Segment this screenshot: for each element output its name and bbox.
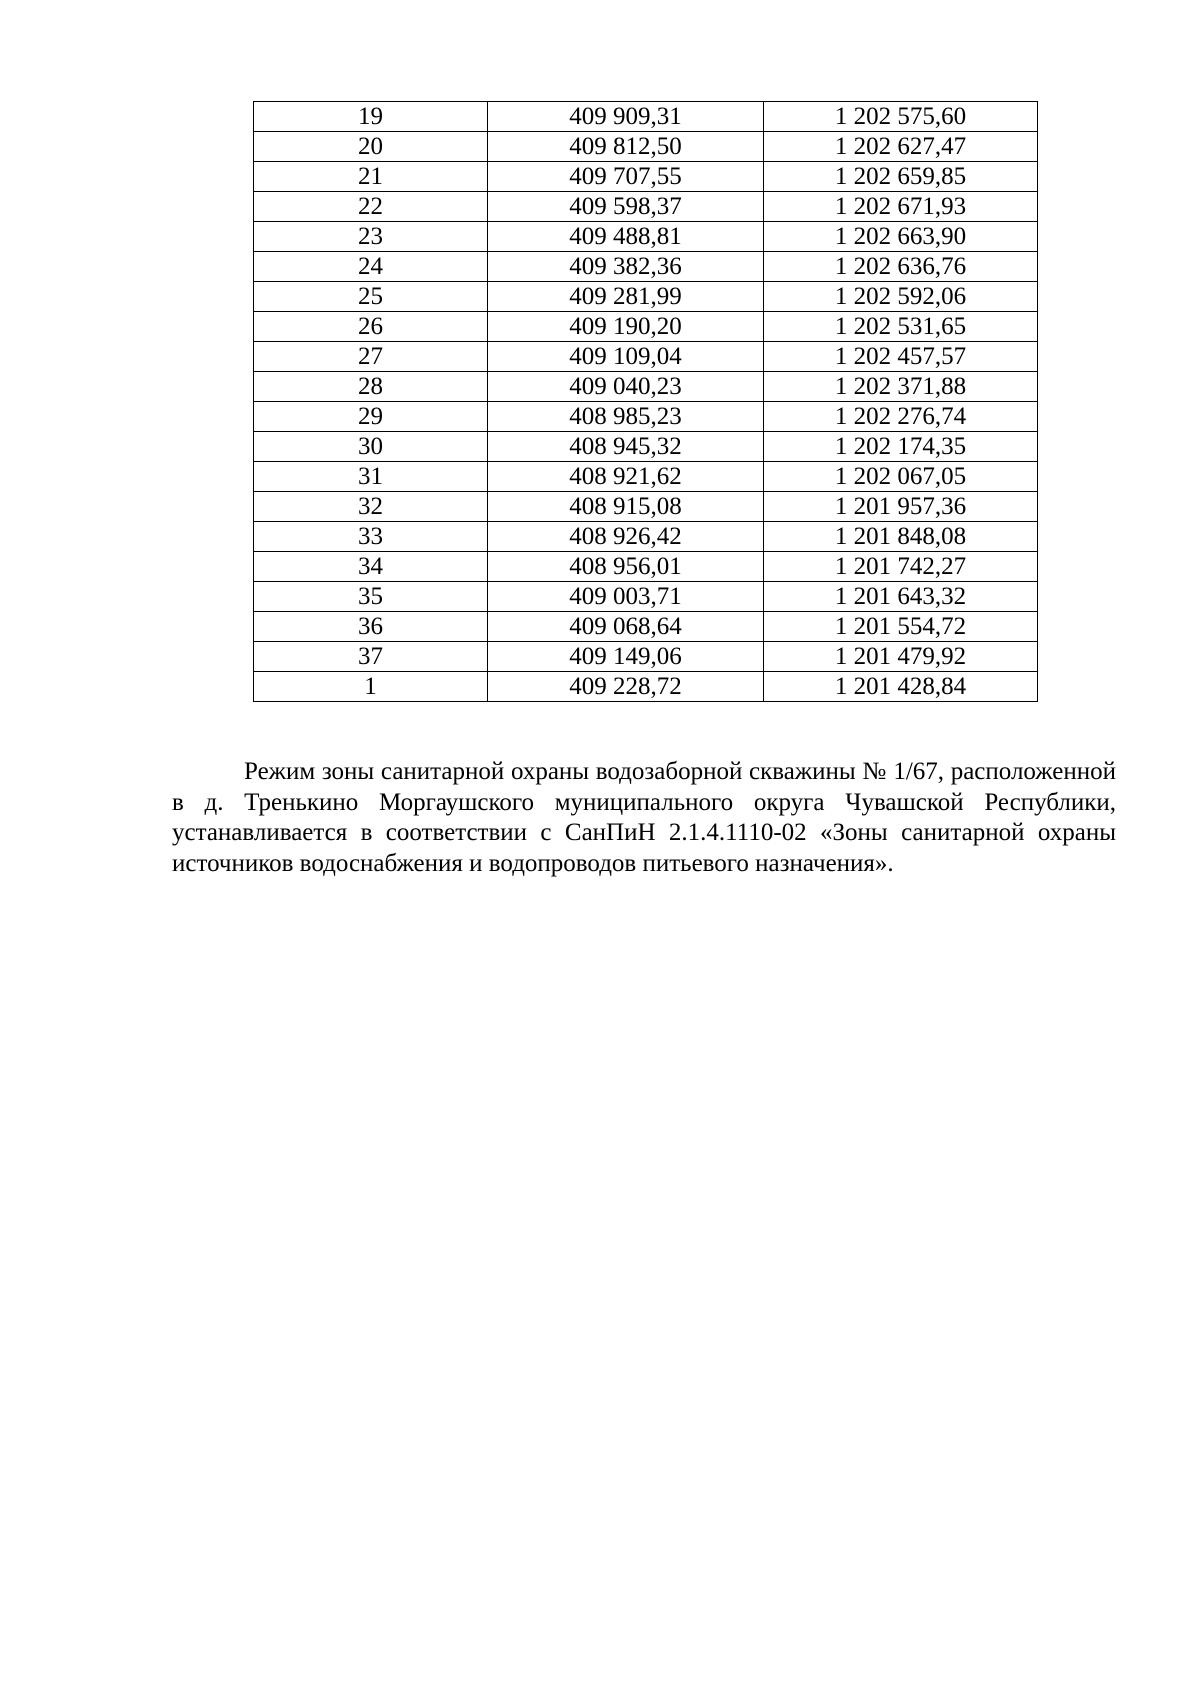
y-coordinate-cell: 1 201 742,27	[764, 552, 1038, 582]
table-row	[254, 222, 1038, 252]
table-row	[254, 402, 1038, 432]
table-row	[254, 342, 1038, 372]
x-coordinate-cell: 409 190,20	[488, 312, 764, 342]
y-coordinate-cell: 1 202 663,90	[764, 222, 1038, 252]
x-coordinate-cell: 409 281,99	[488, 282, 764, 312]
table-row	[254, 582, 1038, 612]
table-row	[254, 522, 1038, 552]
x-coordinate-cell: 409 040,23	[488, 372, 764, 402]
y-coordinate-cell: 1 201 643,32	[764, 582, 1038, 612]
point-number-cell: 26	[254, 312, 488, 342]
x-coordinate-cell: 408 945,32	[488, 432, 764, 462]
table-row	[254, 132, 1038, 162]
table-row	[254, 282, 1038, 312]
x-coordinate-cell: 408 921,62	[488, 462, 764, 492]
y-coordinate-cell: 1 201 479,92	[764, 642, 1038, 672]
x-coordinate-cell: 409 068,64	[488, 612, 764, 642]
table-row	[254, 642, 1038, 672]
y-coordinate-cell: 1 202 575,60	[764, 102, 1038, 132]
point-number-cell: 28	[254, 372, 488, 402]
table-row	[254, 162, 1038, 192]
x-coordinate-cell: 409 707,55	[488, 162, 764, 192]
point-number-cell: 24	[254, 252, 488, 282]
y-coordinate-cell: 1 201 957,36	[764, 492, 1038, 522]
y-coordinate-cell: 1 201 848,08	[764, 522, 1038, 552]
x-coordinate-cell: 409 909,31	[488, 102, 764, 132]
table-row	[254, 462, 1038, 492]
y-coordinate-cell: 1 202 671,93	[764, 192, 1038, 222]
table-row	[254, 252, 1038, 282]
y-coordinate-cell: 1 202 067,05	[764, 462, 1038, 492]
table-row	[254, 192, 1038, 222]
table-row	[254, 612, 1038, 642]
point-number-cell: 36	[254, 612, 488, 642]
x-coordinate-cell: 408 985,23	[488, 402, 764, 432]
x-coordinate-cell: 408 915,08	[488, 492, 764, 522]
x-coordinate-cell: 409 149,06	[488, 642, 764, 672]
x-coordinate-cell: 409 003,71	[488, 582, 764, 612]
y-coordinate-cell: 1 202 627,47	[764, 132, 1038, 162]
coordinates-table-body	[254, 102, 1038, 702]
point-number-cell: 32	[254, 492, 488, 522]
x-coordinate-cell: 409 488,81	[488, 222, 764, 252]
x-coordinate-cell: 409 228,72	[488, 672, 764, 702]
point-number-cell: 20	[254, 132, 488, 162]
point-number-cell: 31	[254, 462, 488, 492]
y-coordinate-cell: 1 202 636,76	[764, 252, 1038, 282]
table-row	[254, 552, 1038, 582]
point-number-cell: 19	[254, 102, 488, 132]
table-row	[254, 372, 1038, 402]
point-number-cell: 1	[254, 672, 488, 702]
sanitary-zone-paragraph: Режим зоны санитарной охраны водозаборной скважины № 1/67, расположенной в д. Тренькино Моргаушского муниципального округа Чувашской Республики, устанавливается в соответствии с СанПиН 2.1.4.1110-02 «Зоны санитарной охраны источников водоснабжения и водопроводов питьевого назначения».	[172, 758, 1116, 877]
table-row	[254, 672, 1038, 702]
x-coordinate-cell: 408 956,01	[488, 552, 764, 582]
point-number-cell: 21	[254, 162, 488, 192]
x-coordinate-cell: 409 598,37	[488, 192, 764, 222]
y-coordinate-cell: 1 202 174,35	[764, 432, 1038, 462]
point-number-cell: 35	[254, 582, 488, 612]
y-coordinate-cell: 1 202 457,57	[764, 342, 1038, 372]
y-coordinate-cell: 1 201 554,72	[764, 612, 1038, 642]
x-coordinate-cell: 408 926,42	[488, 522, 764, 552]
x-coordinate-cell: 409 812,50	[488, 132, 764, 162]
y-coordinate-cell: 1 201 428,84	[764, 672, 1038, 702]
table-row	[254, 432, 1038, 462]
point-number-cell: 29	[254, 402, 488, 432]
table-row	[254, 492, 1038, 522]
y-coordinate-cell: 1 202 531,65	[764, 312, 1038, 342]
point-number-cell: 27	[254, 342, 488, 372]
x-coordinate-cell: 409 109,04	[488, 342, 764, 372]
point-number-cell: 37	[254, 642, 488, 672]
point-number-cell: 22	[254, 192, 488, 222]
y-coordinate-cell: 1 202 592,06	[764, 282, 1038, 312]
y-coordinate-cell: 1 202 276,74	[764, 402, 1038, 432]
point-number-cell: 33	[254, 522, 488, 552]
point-number-cell: 30	[254, 432, 488, 462]
coordinates-table	[253, 101, 1038, 702]
table-row	[254, 312, 1038, 342]
point-number-cell: 25	[254, 282, 488, 312]
y-coordinate-cell: 1 202 371,88	[764, 372, 1038, 402]
point-number-cell: 34	[254, 552, 488, 582]
y-coordinate-cell: 1 202 659,85	[764, 162, 1038, 192]
x-coordinate-cell: 409 382,36	[488, 252, 764, 282]
table-row	[254, 102, 1038, 132]
point-number-cell: 23	[254, 222, 488, 252]
